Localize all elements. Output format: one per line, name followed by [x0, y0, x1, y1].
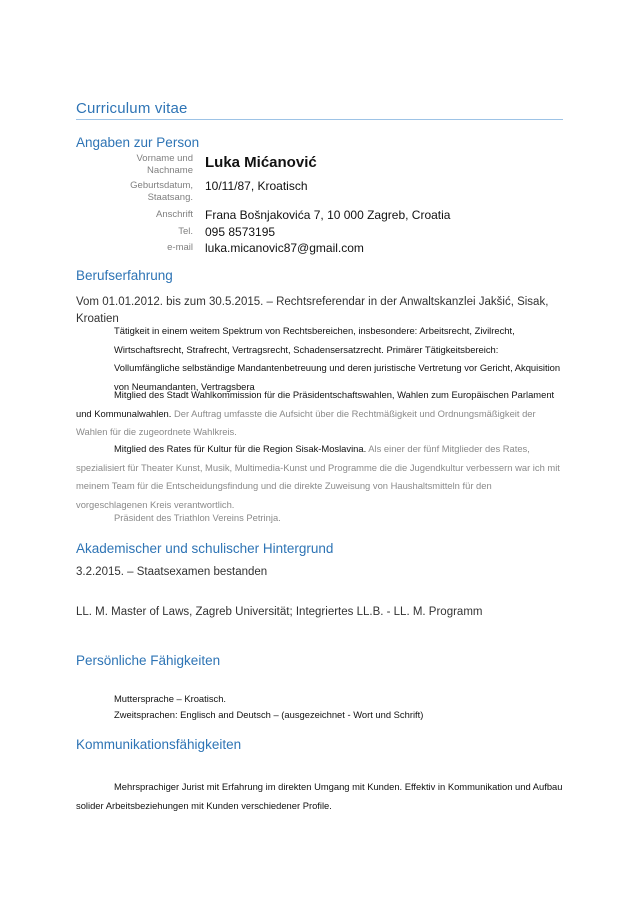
email-value: luka.micanovic87@gmail.com: [205, 241, 364, 255]
experience-entry-2-main: Mitglied des Stadt Wahlkommission für die Präsidentschaftswahlen, Wahlen zum Europäischen Parlament und Kommunalwahlen.: [76, 389, 555, 419]
education-item-1: 3.2.2015. – Staatsexamen bestanden: [76, 566, 268, 578]
experience-entry-3: [76, 440, 563, 514]
birth-label: Geburtsdatum, Staatsang.: [130, 180, 193, 203]
experience-entry-4: Präsident des Triathlon Vereins Petrinja.: [114, 512, 281, 523]
experience-entry-1-description: Tätigkeit in einem weitem Spektrum von Rechtsbereichen, insbesondere: Arbeitsrecht, Zivilrecht, Wirtschaftsrecht, Strafrecht, Vertragsrecht, Schadensersatzrecht. Primärer Tätigkeitsbereich: Vollumfängliche selbständige Mandantenbetreuung und deren juristische Vertretung vor Gericht, Akquisition von Neumandanten, Vertragsbera: [114, 325, 561, 392]
education-item-2: LL. M. Master of Laws, Zagreb Universität; Integriertes LL.B. - LL. M. Programm: [76, 606, 483, 618]
document-title: Curriculum vitae: [76, 100, 563, 120]
experience-entry-2: [76, 386, 563, 442]
experience-entry-1: Vom 01.01.2012. bis zum 30.5.2015. – Rechtsreferendar in der Anwaltskanzlei Jakšić, Sisak, Kroatien: [76, 296, 549, 325]
email-label: e-mail: [167, 242, 193, 253]
phone-label: Tel.: [178, 226, 193, 237]
address-value: Frana Bošnjakovića 7, 10 000 Zagreb, Croatia: [205, 208, 451, 222]
address-label: Anschrift: [156, 209, 193, 220]
skills-heading: Persönliche Fähigkeiten: [76, 653, 221, 668]
communication-text: Mehrsprachiger Jurist mit Erfahrung im direkten Umgang mit Kunden. Effektiv in Kommunikation und Aufbau solider Arbeitsbeziehungen mit Kunden verschiedener Profile.: [76, 781, 563, 811]
name-label: Vorname und Nachname: [136, 153, 193, 176]
person-name: Luka Mićanović: [205, 154, 317, 171]
mother-tongue: Muttersprache – Kroatisch.: [114, 693, 227, 704]
personal-heading: Angaben zur Person: [76, 135, 200, 150]
experience-heading: Berufserfahrung: [76, 268, 173, 283]
communication-heading: Kommunikationsfähigkeiten: [76, 737, 242, 752]
education-heading: Akademischer und schulischer Hintergrund: [76, 541, 334, 556]
experience-entry-3-main: Mitglied des Rates für Kultur für die Region Sisak-Moslavina.: [114, 443, 367, 454]
second-languages: Zweitsprachen: Englisch and Deutsch – (ausgezeichnet - Wort und Schrift): [114, 709, 424, 720]
experience-entry-3-extra: Als einer der fünf Mitglieder des Rates, spezialisiert für Theater Kunst, Musik, Multimedia-Kunst und Programme die die Jugendkultur verbessern war ich mit meinem Team für die Entscheidungsfindung und die direkte Zuweisung von Haushaltsmitteln für den vorgeschlagenen Kreis verantwortlich.: [76, 443, 560, 510]
birth-value: 10/11/87, Kroatisch: [205, 179, 308, 193]
phone-value: 095 8573195: [205, 225, 276, 239]
experience-entry-2-extra: Der Auftrag umfasste die Aufsicht über die Rechtmäßigkeit und Ordnungsmäßigkeit der Wahlen für die zugeordnete Wahlkreis.: [76, 407, 536, 437]
